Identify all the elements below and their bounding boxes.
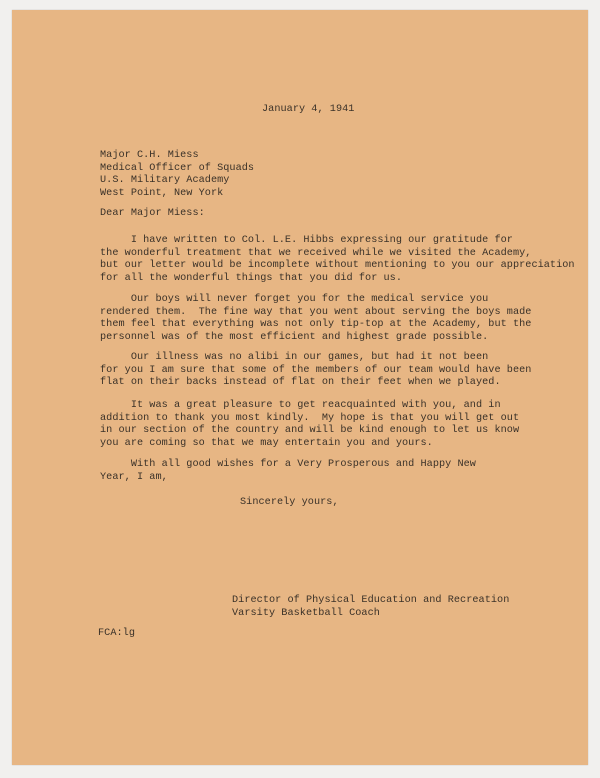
closing: Sincerely yours,: [240, 497, 339, 508]
letter-page: [12, 10, 588, 765]
paragraph-line: for all the wonderful things that you did for us.: [100, 272, 403, 284]
paragraph-line: rendered them. The fine way that you went about serving the boys made: [100, 306, 532, 318]
body-paragraph-4: [100, 400, 519, 450]
recipient-address: [100, 150, 254, 200]
paragraph-line: Our boys will never forget you for the medical service you: [100, 294, 489, 305]
paragraph-line: but our letter would be incomplete without mentioning to you our appreciation: [100, 260, 575, 272]
body-paragraph-1: [100, 235, 575, 285]
paragraph-line: With all good wishes for a Very Prosperous and Happy New: [100, 459, 476, 470]
body-paragraph-2: [100, 294, 531, 344]
recipient-line: Medical Officer of Squads: [100, 162, 255, 174]
paragraph-line: Our illness was no alibi in our games, but had it not been: [100, 352, 489, 363]
recipient-line: West Point, New York: [100, 187, 224, 199]
reference-initials: FCA:lg: [98, 628, 135, 639]
paragraph-line: personnel was of the most efficient and highest grade possible.: [100, 331, 489, 343]
recipient-line: U.S. Military Academy: [100, 175, 230, 187]
recipient-line: Major C.H. Miess: [100, 150, 199, 161]
paragraph-line: you are coming so that we may entertain you and yours.: [100, 437, 433, 449]
paragraph-line: them feel that everything was not only tip-top at the Academy, but the: [100, 319, 532, 331]
paragraph-line: in our section of the country and will be kind enough to let us know: [100, 425, 520, 437]
paragraph-line: I have written to Col. L.E. Hibbs expressing our gratitude for: [100, 235, 513, 246]
paragraph-line: for you I am sure that some of the members of our team would have been: [100, 364, 532, 376]
body-paragraph-3: [100, 352, 531, 390]
signature-block: [232, 595, 509, 620]
signature-line: Varsity Basketball Coach: [232, 607, 380, 619]
paragraph-line: the wonderful treatment that we received while we visited the Academy,: [100, 247, 532, 259]
letter-date: January 4, 1941: [262, 104, 355, 115]
salutation: Dear Major Miess:: [100, 208, 205, 219]
paragraph-line: It was a great pleasure to get reacquainted with you, and in: [100, 400, 501, 411]
paragraph-line: flat on their backs instead of flat on their feet when we played.: [100, 377, 501, 389]
body-paragraph-5: [100, 459, 476, 484]
paragraph-line: Year, I am,: [100, 471, 168, 483]
signature-line: Director of Physical Education and Recreation: [232, 595, 510, 606]
paragraph-line: addition to thank you most kindly. My hope is that you will get out: [100, 412, 520, 424]
